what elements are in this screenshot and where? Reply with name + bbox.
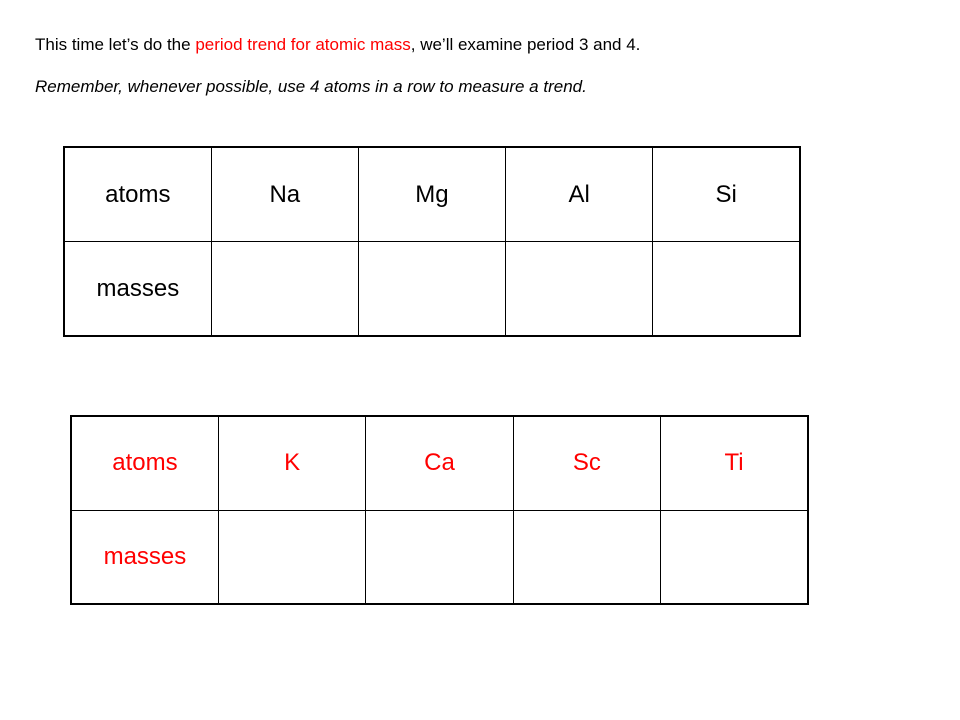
- element-cell-ca: Ca: [366, 416, 513, 510]
- element-cell-ti: Ti: [661, 416, 808, 510]
- period-3-table: [63, 146, 801, 337]
- mass-cell-al[interactable]: [506, 242, 653, 337]
- element-cell-mg: Mg: [358, 147, 505, 242]
- element-cell-sc: Sc: [513, 416, 660, 510]
- intro-text-end: , we’ll examine period 3 and 4.: [410, 35, 641, 54]
- atoms-row: [64, 147, 800, 242]
- atoms-header-cell: atoms: [71, 416, 218, 510]
- element-cell-k: K: [218, 416, 365, 510]
- mass-cell-mg[interactable]: [358, 242, 505, 337]
- mass-cell-na[interactable]: [211, 242, 358, 337]
- intro-text-start: This time let’s do the: [35, 35, 196, 54]
- mass-cell-k[interactable]: [218, 510, 365, 604]
- intro-line-1: [35, 35, 640, 55]
- masses-header-cell: masses: [64, 242, 211, 337]
- mass-cell-ca[interactable]: [366, 510, 513, 604]
- mass-cell-sc[interactable]: [513, 510, 660, 604]
- element-cell-na: Na: [211, 147, 358, 242]
- intro-highlight: period trend for atomic mass: [195, 35, 411, 54]
- masses-row: [64, 242, 800, 337]
- intro-line-2: Remember, whenever possible, use 4 atoms in a row to measure a trend.: [35, 77, 587, 96]
- masses-row: [71, 510, 808, 604]
- atoms-row: [71, 416, 808, 510]
- element-cell-si: Si: [653, 147, 800, 242]
- masses-header-cell: masses: [71, 510, 218, 604]
- period-4-table: [70, 415, 809, 605]
- mass-cell-ti[interactable]: [661, 510, 808, 604]
- atoms-header-cell: atoms: [64, 147, 211, 242]
- mass-cell-si[interactable]: [653, 242, 800, 337]
- element-cell-al: Al: [506, 147, 653, 242]
